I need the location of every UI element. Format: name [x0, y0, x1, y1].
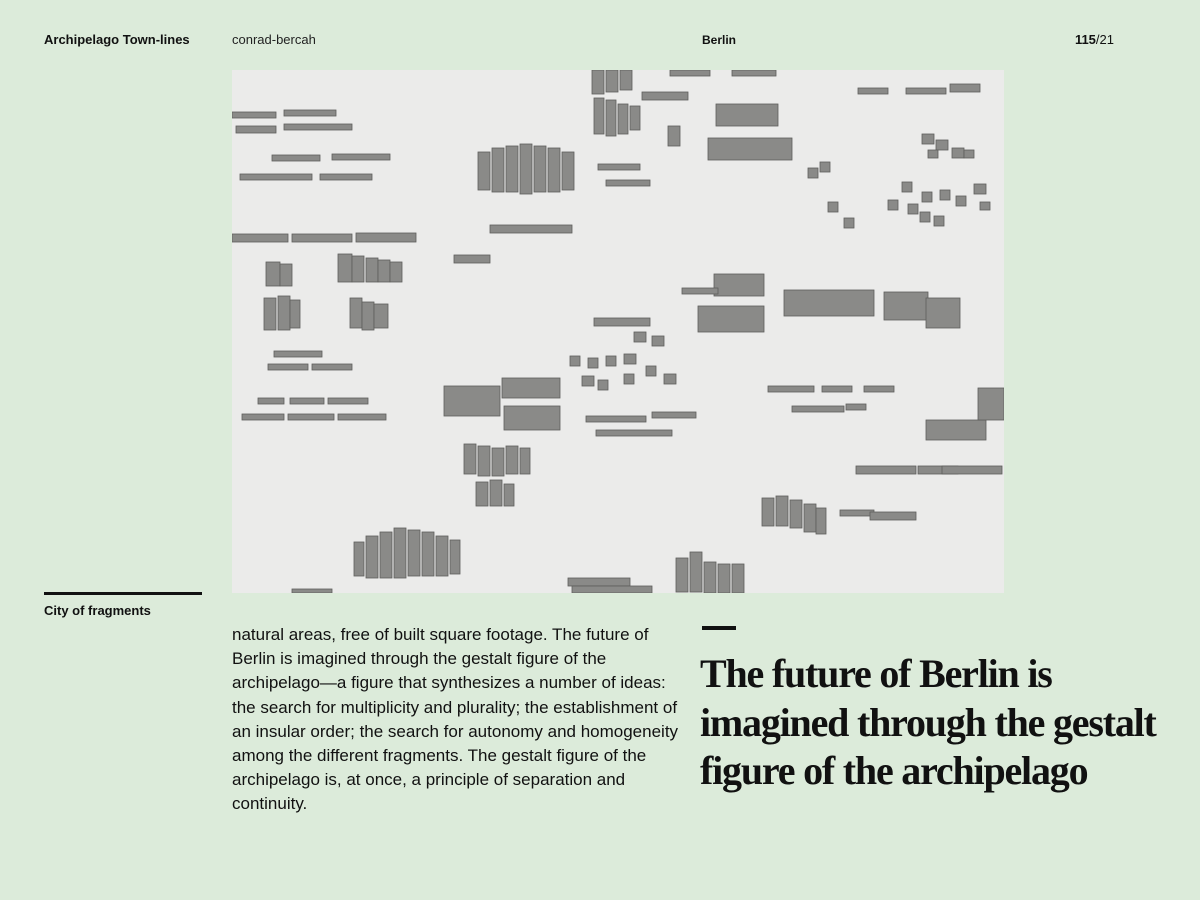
- pull-quote-rule: [702, 626, 736, 630]
- page-current: 115: [1074, 32, 1096, 47]
- pull-quote: The future of Berlin is imagined through the gestalt figure of the archipelago: [700, 651, 1156, 793]
- architectural-model-photo: [232, 70, 1004, 593]
- author-name: conrad-bercah: [232, 32, 316, 47]
- city-label: Berlin: [702, 33, 737, 47]
- section-label: City of fragments: [44, 603, 151, 618]
- series-title: Archipelago Town-lines: [44, 32, 190, 47]
- body-paragraph: natural areas, free of built square footage. The future of Berlin is imagined through the gestalt figure of the archipelago—a figure that synthesizes a number of ideas: the search for multiplicity and plurality; the establishment of an insular order; the search for autonomy and homogeneity among the different fragments. The gestalt figure of the archipelago is, at once, a principle of separation and continuity.: [232, 625, 679, 814]
- page-total: /21: [1095, 32, 1114, 47]
- section-rule: [44, 592, 202, 595]
- page-counter: [1075, 32, 1114, 48]
